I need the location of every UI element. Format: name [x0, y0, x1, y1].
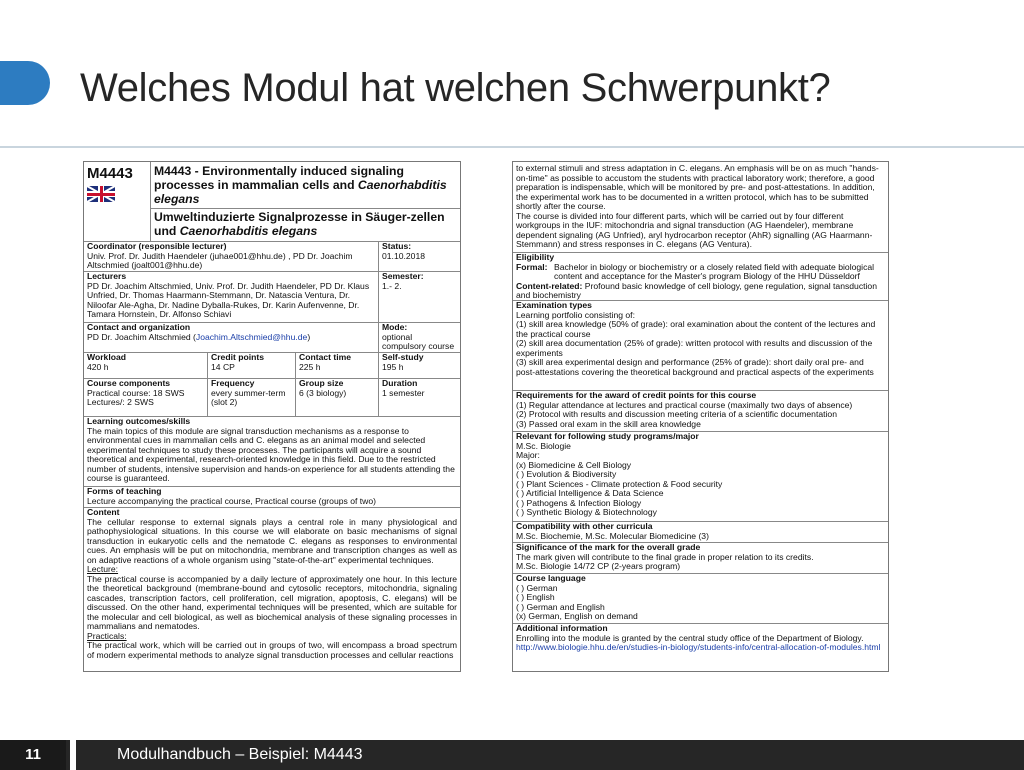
- contact-row: Contact and organization PD Dr. Joachim Altschmied (Joachim.Altschmied@hhu.de) Mode: optional compulsory course: [84, 323, 460, 353]
- uk-flag-icon: [87, 186, 115, 202]
- content-block: Content The cellular response to external signals plays a central role in many physiological and pathophysiological situations. In this course we will elaborate on basic mechanisms of signal transduction in eukaryotic cells and the nematode C. elegans as responses to environmental cues. An emphasis will be put on mitochondria, membrane and transcription changes as well as on adaptive reactions of a whole organism using "state-of-the-art" experimental techniques. Lecture: The practical course is accompanied by a daily lecture of approximately one hour. In this lecture the theoretical background (membrane-bound and cytosolic receptors, mitochondria, signaling cascades, transcription factors, cell proliferation, cell migration, apoptosis, C. elegans) will be discussed. On the other hand, experimental techniques will be presented, which are suitable for the molecular and cell biological, as well as biochemical analysis of these signaling processes in mammalians and nematodes. Practicals: The practical work, which will be carried out in groups of two, will encompass a broad spectrum of modern experimental methods to analyze signal transduction processes and cellular reactions: [87, 508, 457, 660]
- eligibility-block: Eligibility Formal: Bachelor in biology or biochemistry or a closely related field with adequate biological content and acceptance for the Master's program Biology of the HHU Düsseldorf Content-related: Profound basic knowledge of cell biology, gene regulation, signal tansduction and biochemistry: [513, 253, 888, 301]
- title-accent-bar: [0, 61, 50, 105]
- significance-block: Significance of the mark for the overall grade The mark given will contribute to the final grade in proper relation to its credits. M.Sc. Biologie 14/72 CP (2-years program): [513, 543, 888, 574]
- footer-separator: [70, 740, 76, 770]
- module-page-1: [83, 161, 461, 672]
- coordinator-text: Univ. Prof. Dr. Judith Haendeler (juhae001@hhu.de) , PD Dr. Joachim Altschmied (joalt001@hhu.de): [87, 250, 353, 270]
- module-page-2: [512, 161, 889, 672]
- language-block: Course language ( ) German ( ) English ( ) German and English (x) German, English on demand: [513, 574, 888, 624]
- semester-value: 1.- 2.: [382, 280, 402, 291]
- forms-block: Forms of teaching Lecture accompanying the practical course, Practical course (groups of two): [84, 487, 460, 508]
- workload-row: Workload 420 h Credit points 14 CP Contact time 225 h Self-study 195 h: [84, 353, 460, 379]
- relevant-programs-block: Relevant for following study programs/major M.Sc. Biologie Major: (x) Biomedicine & Cell Biology ( ) Evolution & Biodiversity ( ) Plant Sciences - Climate protection & Food security ( ) Artificial Intelligence & Data Science ( ) Pathogens & Infection Biology ( ) Synthetic Biology & Biotechnology: [513, 432, 888, 522]
- module-title-cell: [151, 162, 460, 241]
- title-divider: [0, 146, 1024, 148]
- coordinator-row: Coordinator (responsible lecturer) Univ. Prof. Dr. Judith Haendeler (juhae001@hhu.de) , PD Dr. Joachim Altschmied (joalt001@hhu.de) Status: 01.10.2018: [84, 242, 460, 272]
- status-value: 01.10.2018: [382, 250, 426, 261]
- module-code: M4443: [87, 165, 133, 182]
- lecturers-row: Lecturers PD Dr. Joachim Altschmied, Univ. Prof. Dr. Judith Haendeler, PD Dr. Klaus Unfried, Dr. Thomas Haarmann-Stemmann, Dr. Natascia Ventura, Dr. Niloofar Ale-Agha, Dr. Nadine Dyballa-Rukes, Dr. Karin Aufenvenne, Dr. Tamara Hornstein, Dr. Alfonso Schiavi Semester: 1.- 2.: [84, 272, 460, 323]
- additional-info-block: Additional information Enrolling into the module is granted by the central study office of the Department of Biology. http://www.biologie.hhu.de/en/studies-in-biology/students-info/central-allocation-of-modules.html: [516, 624, 881, 652]
- examination-block: Examination types Learning portfolio consisting of: (1) skill area knowledge (50% of grade): oral examination about the content of the lectures and the practical course (2) skill area documentation (25% of grade): written protocol with results and discussion of the experiments (3) skill area experimental design and performance (25% of grade): short daily oral pre- and post-attestations covering the theoretical background and practical aspects of the experiments: [513, 301, 888, 391]
- slide-title: Welches Modul hat welchen Schwerpunkt?: [80, 66, 831, 110]
- module-title-en: M4443 - Environmentally induced signaling processes in mammalian cells and Caenorhabditis elegans: [151, 162, 460, 209]
- page-number: 11: [0, 740, 66, 770]
- module-code-cell: [84, 162, 151, 241]
- components-row: Course components Practical course: 18 SWS Lectures/: 2 SWS Frequency every summer-term (slot 2) Group size 6 (3 biology) Duration 1 semester: [84, 379, 460, 417]
- lecturers-text: PD Dr. Joachim Altschmied, Univ. Prof. Dr. Judith Haendeler, PD Dr. Klaus Unfried, Dr. Thomas Haarmann-Stemmann, Dr. Natascia Ventura, Dr. Niloofar Ale-Agha, Dr. Nadine Dyballa-Rukes, Dr. Karin Aufenvenne, Dr. Tamara Hornstein, Dr. Alfonso Schiavi: [87, 280, 370, 319]
- outcomes-block: Learning outcomes/skills The main topics of this module are signal transduction mechanisms as a response to environmental cues in mammalian cells and C. elegans as an animal model and selected experimental techniques to study these processes. The participants will acquire a sound theoretical and experimental, research-oriented knowledge in this field. Due to the restricted number of students, intensive supervision and hands-on experience for all students attending the course is guaranteed.: [84, 417, 460, 487]
- module-title-de: Umweltinduzierte Signalprozesse in Säuger-zellen und Caenorhabditis elegans: [154, 210, 445, 238]
- contact-email-link[interactable]: Joachim.Altschmied@hhu.de: [195, 331, 308, 342]
- additional-info-link[interactable]: http://www.biologie.hhu.de/en/studies-in-biology/students-info/central-allocation-of-modules.html: [516, 642, 881, 652]
- requirements-block: Requirements for the award of credit points for this course (1) Regular attendance at lectures and practical course (maximally two days of absence) (2) Protocol with results and discussion meeting criteria of a scientific documentation (3) Passed oral exam in the skill area knowledge: [513, 391, 888, 432]
- mode-value: optional compulsory course: [382, 331, 455, 351]
- compatibility-block: Compatibility with other curricula M.Sc. Biochemie, M.Sc. Molecular Biomedicine (3): [513, 522, 888, 543]
- module-header-row: [84, 162, 460, 242]
- footer-text: Modulhandbuch – Beispiel: M4443: [117, 746, 363, 763]
- content-continued-block: to external stimuli and stress adaptation in C. elegans. An emphasis will be on as much "hands-on-time" as possible to accustom the students with practical laboratory work; therefore, a good preparation is indispensable, which will be monitored by pre- and post-attestations. In addition, the experimental work has to be documented in a written protocol, which has to be submitted shortly after the course. The course is divided into four different parts, which will be carried out by four different workgroups in the IUF: mitochondria and signal transduction (AG Haendeler), membrane dependent signaling (AG Unfried), aryl hydrocarbon receptor (AhR) signalling (AG Haarmann-Stemmann) and stress responses in C. elegans (AG Ventura).: [513, 162, 888, 253]
